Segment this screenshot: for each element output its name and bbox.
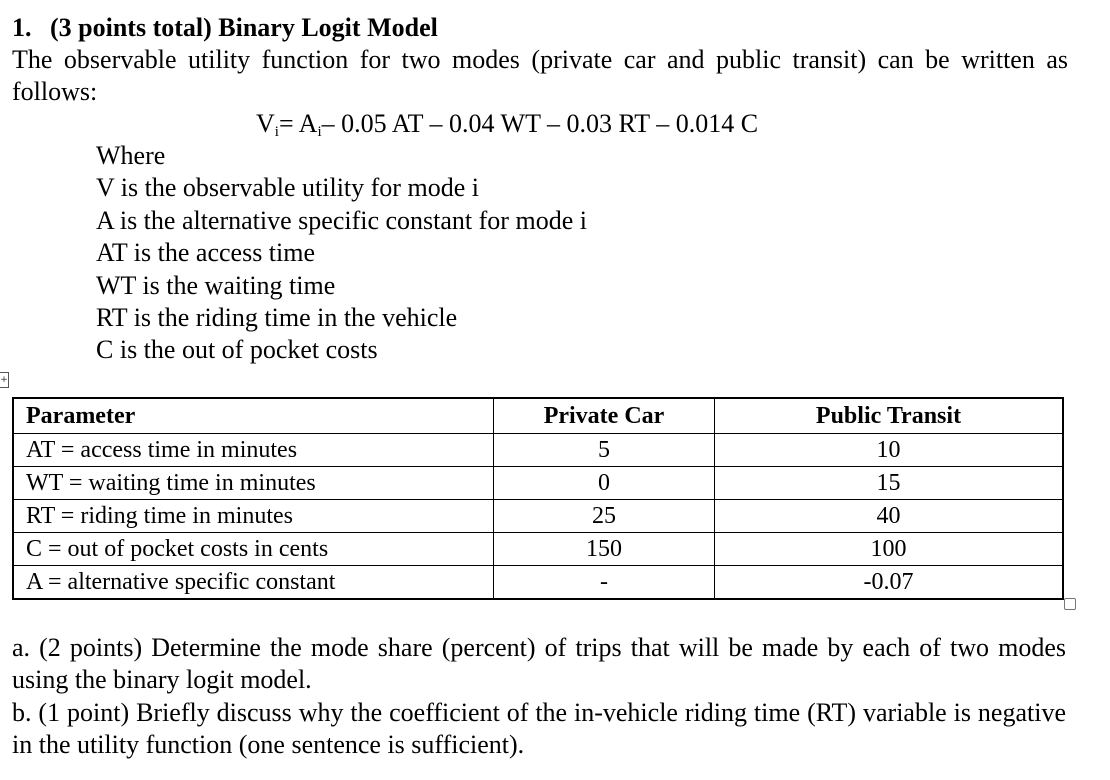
- table-move-handle-icon[interactable]: +: [0, 372, 9, 388]
- definition-line: WT is the waiting time: [96, 270, 336, 300]
- table-row: [13, 467, 1063, 500]
- cell-public-transit: 10: [715, 434, 1064, 467]
- intro-paragraph: The observable utility function for two modes (private car and public transit) can be written as follows:: [12, 45, 1068, 106]
- cell-parameter: A = alternative specific constant: [13, 566, 494, 600]
- equation-equals: = A: [278, 109, 318, 138]
- table-row: [13, 533, 1063, 566]
- definition-line: AT is the access time: [96, 238, 316, 268]
- cell-public-transit: 15: [715, 467, 1064, 500]
- cell-private-car: 25: [494, 500, 715, 533]
- question-title: (3 points total) Binary Logit Model: [50, 13, 438, 42]
- cell-parameter: WT = waiting time in minutes: [13, 467, 494, 500]
- table-row: [13, 500, 1063, 533]
- table-row: [13, 434, 1063, 467]
- equation-a-subscript: i: [317, 124, 322, 140]
- table-header-row: [13, 398, 1063, 434]
- question-part-a: a. (2 points) Determine the mode share (percent) of trips that will be made by each of two modes using the binary logit model.: [12, 633, 1066, 694]
- question-number: 1.: [12, 13, 32, 42]
- cell-public-transit: 100: [715, 533, 1064, 566]
- question-heading: [12, 12, 438, 44]
- table-row: [13, 566, 1063, 600]
- cell-parameter: AT = access time in minutes: [13, 434, 494, 467]
- definition-line: V is the observable utility for mode i: [96, 173, 479, 203]
- question-part-b: b. (1 point) Briefly discuss why the coefficient of the in-vehicle riding time (RT) variable is negative in the utility function (one sentence is sufficient).: [12, 698, 1066, 759]
- equation-rhs: – 0.05 AT – 0.04 WT – 0.03 RT – 0.014 C: [321, 109, 759, 138]
- parameter-table: [12, 397, 1064, 600]
- cell-private-car: 5: [494, 434, 715, 467]
- definition-line: RT is the riding time in the vehicle: [96, 302, 458, 332]
- header-public-transit: Public Transit: [715, 398, 1064, 434]
- utility-equation: [256, 108, 758, 140]
- cell-public-transit: -0.07: [715, 566, 1064, 600]
- cell-private-car: -: [494, 566, 715, 600]
- cell-private-car: 0: [494, 467, 715, 500]
- cell-public-transit: 40: [715, 500, 1064, 533]
- definitions-list: [96, 140, 587, 367]
- equation-lhs: V: [256, 109, 275, 138]
- table-resize-handle-icon[interactable]: [1064, 598, 1076, 610]
- header-parameter: Parameter: [13, 398, 494, 434]
- cell-parameter: RT = riding time in minutes: [13, 500, 494, 533]
- definition-line: A is the alternative specific constant for mode i: [96, 205, 587, 235]
- equation-lhs-subscript: i: [274, 124, 279, 140]
- definition-line: Where: [96, 141, 166, 170]
- definition-line: C is the out of pocket costs: [96, 335, 378, 365]
- cell-parameter: C = out of pocket costs in cents: [13, 533, 494, 566]
- cell-private-car: 150: [494, 533, 715, 566]
- header-private-car: Private Car: [494, 398, 715, 434]
